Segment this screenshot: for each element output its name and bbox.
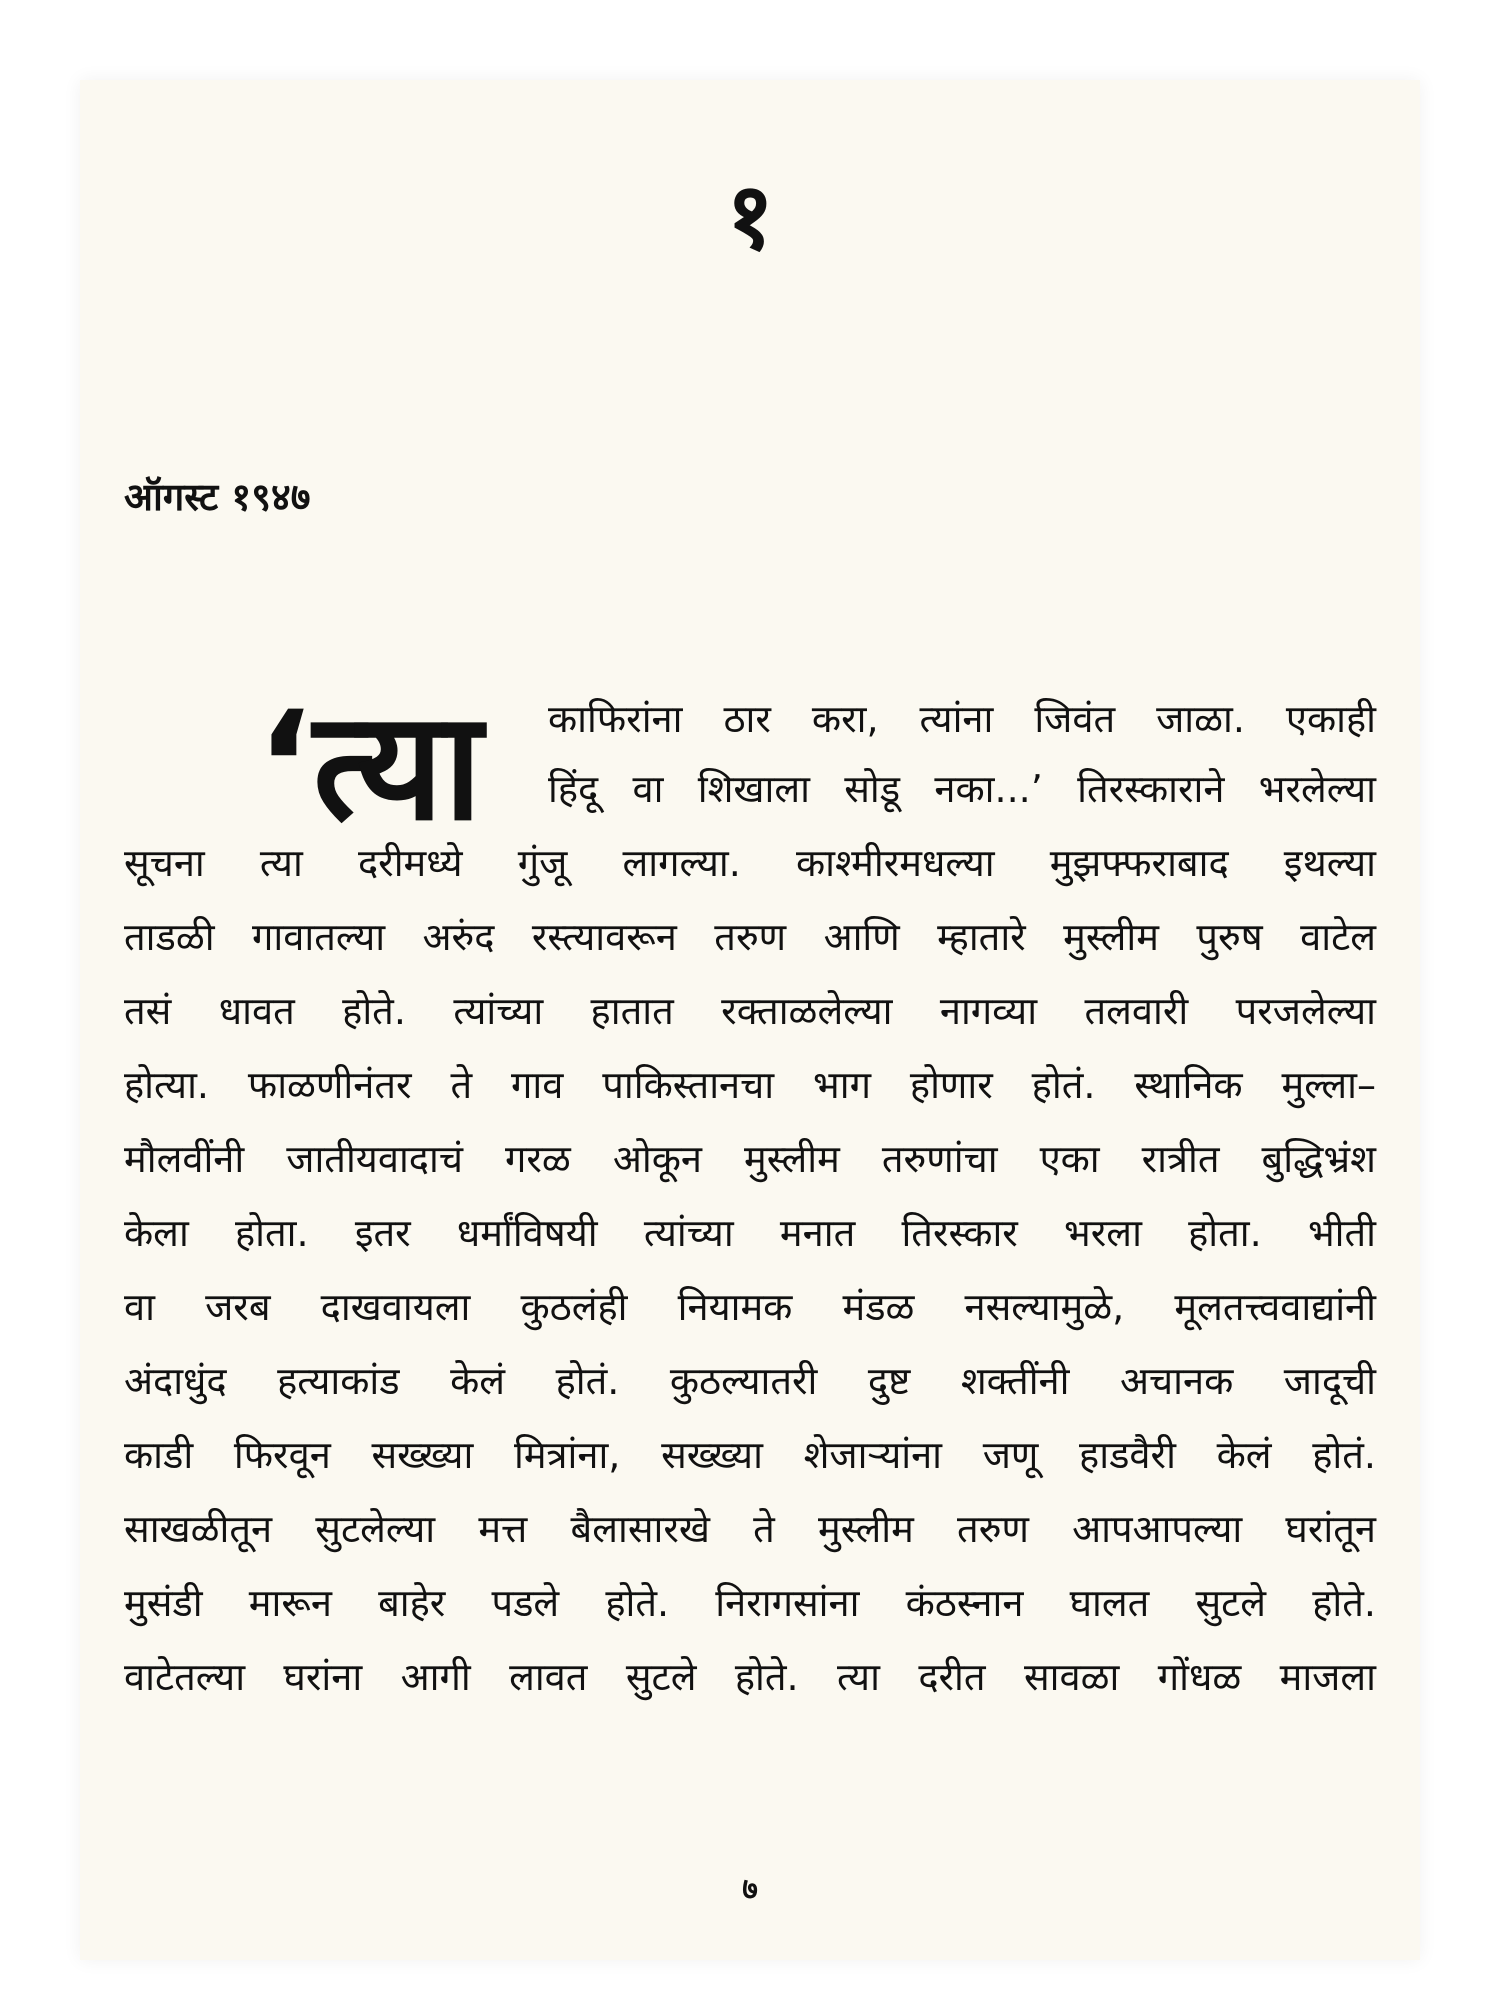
body-line-2: हिंदू वा शिखाला सोडू नका...’ तिरस्काराने भरलेल्या [548, 767, 1376, 811]
body-line-13: मुसंडी मारून बाहेर पडले होते. निरागसांना कंठस्नान घालत सुटले होते. [124, 1581, 1376, 1625]
page-number: ७ [742, 1872, 758, 1907]
body-line-14: वाटेतल्या घरांना आगी लावत सुटले होते. त्या दरीत सावळा गोंधळ माजला [124, 1655, 1376, 1699]
body-line-11: काडी फिरवून सख्ख्या मित्रांना, सख्ख्या शेजाऱ्यांना जणू हाडवैरी केलं होतं. [124, 1433, 1376, 1477]
book-page [80, 80, 1420, 1960]
body-line-9: वा जरब दाखवायला कुठलंही नियामक मंडळ नसल्यामुळे, मूलतत्त्ववाद्यांनी [124, 1285, 1376, 1329]
drop-cap: ‘त्या [256, 692, 483, 852]
body-line-1: काफिरांना ठार करा, त्यांना जिवंत जाळा. एकाही [548, 697, 1376, 741]
body-line-6: होत्या. फाळणीनंतर ते गाव पाकिस्तानचा भाग होणार होतं. स्थानिक मुल्ला– [124, 1063, 1376, 1107]
chapter-number: १ [726, 162, 774, 270]
body-line-12: साखळीतून सुटलेल्या मत्त बैलासारखे ते मुस्लीम तरुण आपआपल्या घरांतून [124, 1507, 1376, 1551]
body-line-3: सूचना त्या दरीमध्ये गुंजू लागल्या. काश्मीरमधल्या मुझफ्फराबाद इथल्या [124, 841, 1376, 885]
body-line-4: ताडळी गावातल्या अरुंद रस्त्यावरून तरुण आणि म्हातारे मुस्लीम पुरुष वाटेल [124, 915, 1376, 959]
body-line-8: केला होता. इतर धर्मांविषयी त्यांच्या मनात तिरस्कार भरला होता. भीती [124, 1211, 1376, 1255]
section-date-heading: ऑगस्ट १९४७ [124, 475, 311, 519]
body-line-7: मौलवींनी जातीयवादाचं गरळ ओकून मुस्लीम तरुणांचा एका रात्रीत बुद्धिभ्रंश [124, 1137, 1376, 1181]
body-line-10: अंदाधुंद हत्याकांड केलं होतं. कुठल्यातरी दुष्ट शक्तींनी अचानक जादूची [124, 1359, 1376, 1403]
body-line-5: तसं धावत होते. त्यांच्या हातात रक्ताळलेल्या नागव्या तलवारी परजलेल्या [124, 989, 1376, 1033]
